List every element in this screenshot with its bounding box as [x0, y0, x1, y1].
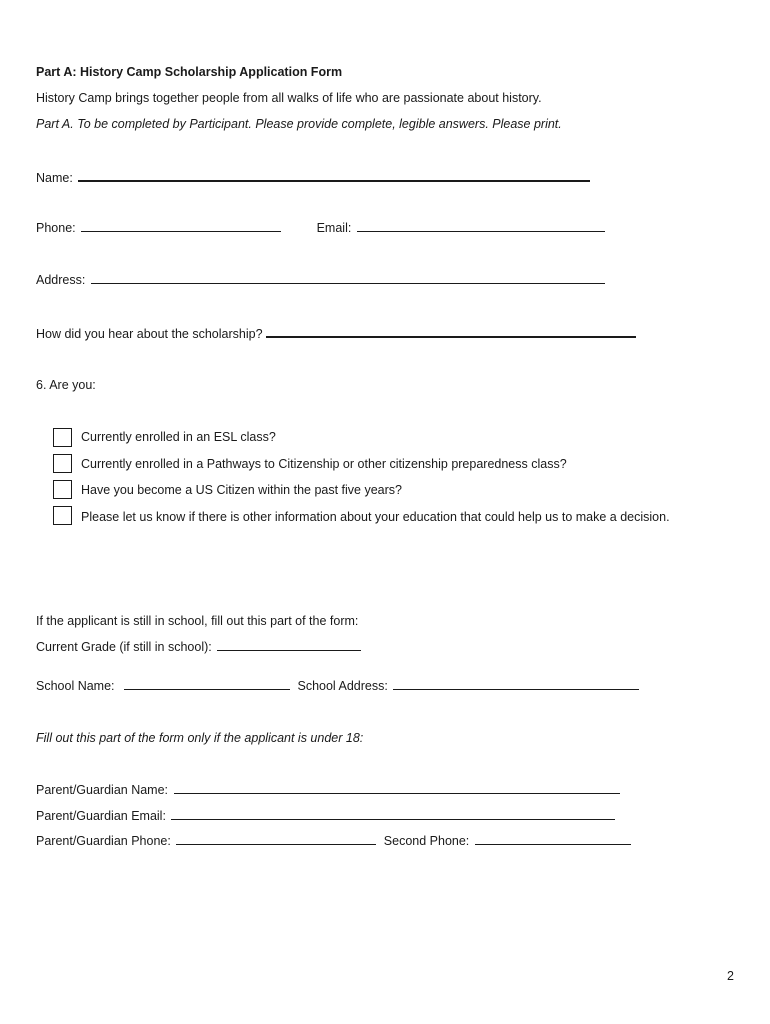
address-field[interactable]	[91, 272, 605, 284]
school-name-field[interactable]	[124, 678, 290, 690]
second-phone-label: Second Phone:	[383, 834, 470, 848]
page-number: 2	[727, 969, 734, 983]
guardian-intro: Fill out this part of the form only if the applicant is under 18:	[36, 731, 364, 745]
citizen-option-label: Have you become a US Citizen within the past five years?	[81, 483, 402, 497]
esl-checkbox[interactable]	[53, 428, 72, 447]
address-label: Address:	[36, 273, 86, 287]
grade-row	[36, 639, 361, 655]
guardian-name-row	[36, 782, 620, 798]
school-address-label: School Address:	[297, 679, 388, 693]
hear-row	[36, 325, 636, 342]
form-instructions: Part A. To be completed by Participant. Please provide complete, legible answers. Please print.	[36, 117, 562, 131]
grade-label: Current Grade (if still in school):	[36, 640, 212, 654]
name-row	[36, 169, 590, 186]
form-title: Part A: History Camp Scholarship Application Form	[36, 65, 343, 79]
other-info-option-label: Please let us know if there is other information about your education that could help us to make a decision.	[81, 510, 670, 524]
second-phone-field[interactable]	[475, 833, 631, 845]
address-row	[36, 272, 605, 288]
guardian-email-field[interactable]	[171, 808, 615, 820]
guardian-phone-row	[36, 833, 631, 849]
school-address-field[interactable]	[393, 678, 639, 690]
name-label: Name:	[36, 171, 73, 185]
guardian-phone-label: Parent/Guardian Phone:	[36, 834, 171, 848]
form-intro: History Camp brings together people from all walks of life who are passionate about history.	[36, 91, 542, 105]
hear-field[interactable]	[266, 325, 636, 338]
phone-field[interactable]	[81, 220, 281, 232]
school-row	[36, 678, 639, 694]
guardian-name-label: Parent/Guardian Name:	[36, 783, 169, 797]
school-intro: If the applicant is still in school, fill out this part of the form:	[36, 614, 359, 628]
phone-label: Phone:	[36, 221, 76, 235]
phone-email-row	[36, 220, 605, 236]
question-6-label: 6. Are you:	[36, 378, 96, 392]
other-info-checkbox[interactable]	[53, 506, 72, 525]
esl-option-label: Currently enrolled in an ESL class?	[81, 430, 276, 444]
name-field[interactable]	[78, 169, 590, 182]
pathways-option-label: Currently enrolled in a Pathways to Citizenship or other citizenship preparedness class?	[81, 457, 567, 471]
school-name-label: School Name:	[36, 679, 115, 693]
pathways-checkbox[interactable]	[53, 454, 72, 473]
guardian-email-row	[36, 808, 615, 824]
email-field[interactable]	[357, 220, 605, 232]
guardian-email-label: Parent/Guardian Email:	[36, 809, 166, 823]
grade-field[interactable]	[217, 639, 361, 651]
email-label: Email:	[316, 221, 352, 235]
guardian-phone-field[interactable]	[176, 833, 376, 845]
hear-label: How did you hear about the scholarship?	[36, 327, 263, 341]
citizen-checkbox[interactable]	[53, 480, 72, 499]
guardian-name-field[interactable]	[174, 782, 620, 794]
